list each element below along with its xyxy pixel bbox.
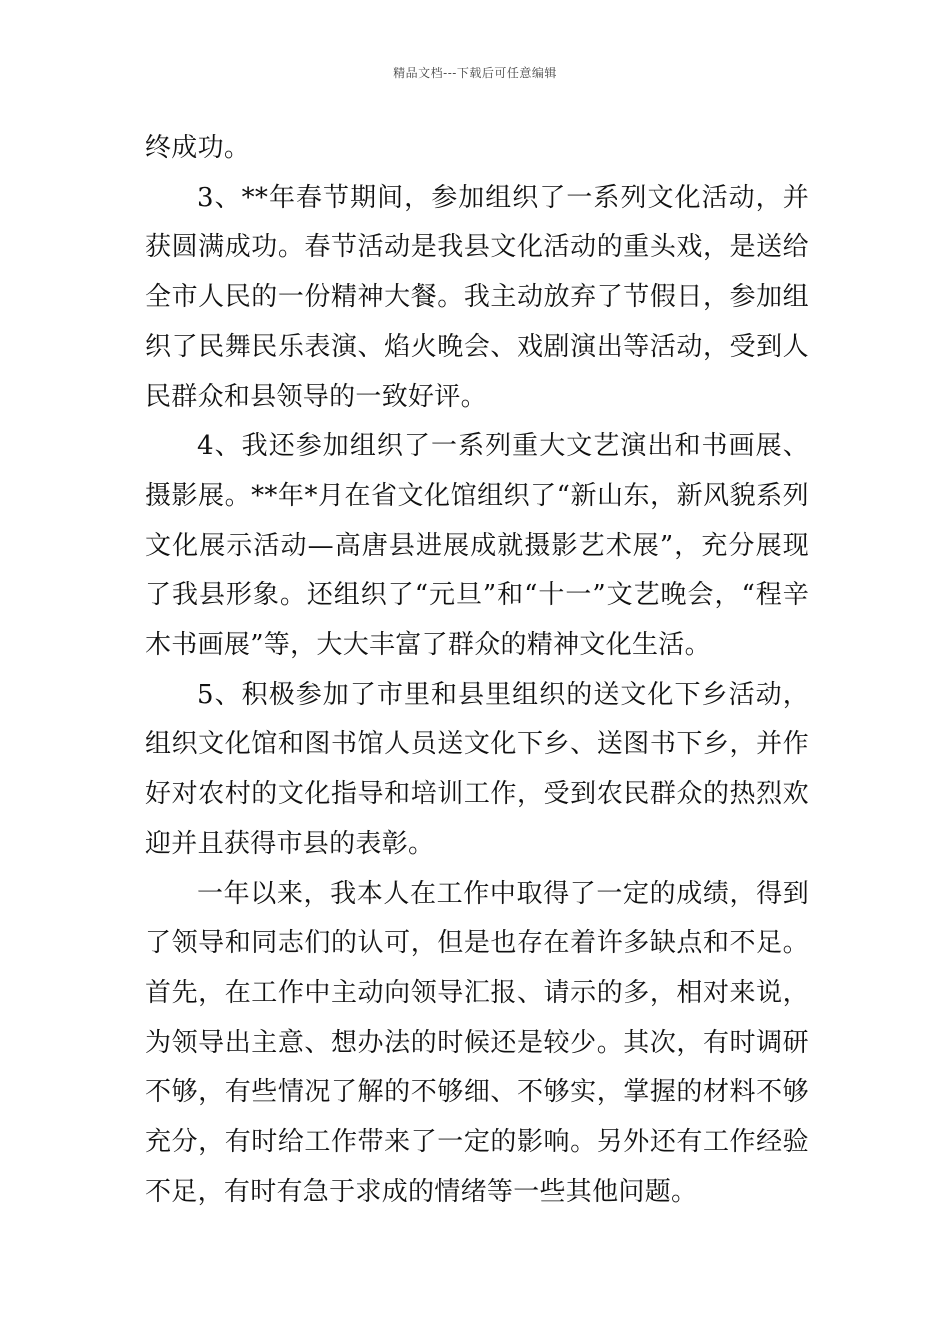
document-body xyxy=(145,124,809,1217)
paragraph-item-3: 3、**年春节期间，参加组织了一系列文化活动，并获圆满成功。春节活动是我县文化活动的重头戏，是送给全市人民的一份精神大餐。我主动放弃了节假日，参加组织了民舞民乐表演、焰火晚会、戏剧演出等活动，受到人民群众和县领导的一致好评。 xyxy=(145,182,809,412)
page-header: 精品文档---下载后可任意编辑 xyxy=(393,66,557,80)
paragraph-item-5: 5、积极参加了市里和县里组织的送文化下乡活动，组织文化馆和图书馆人员送文化下乡、送图书下乡，并作好对农村的文化指导和培训工作，受到农民群众的热烈欢迎并且获得市县的表彰。 xyxy=(145,679,809,859)
paragraph-summary: 一年以来，我本人在工作中取得了一定的成绩，得到了领导和同志们的认可，但是也存在着许多缺点和不足。首先，在工作中主动向领导汇报、请示的多，相对来说，为领导出主意、想办法的时候还是较少。其次，有时调研不够，有些情况了解的不够细、不够实，掌握的材料不够充分，有时给工作带来了一定的影响。另外还有工作经验不足，有时有急于求成的情绪等一些其他问题。 xyxy=(145,878,809,1207)
paragraph-continuation: 终成功。 xyxy=(145,133,251,163)
paragraph-item-4: 4、我还参加组织了一系列重大文艺演出和书画展、摄影展。**年*月在省文化馆组织了“新山东，新风貌系列文化展示活动—高唐县进展成就摄影艺术展”，充分展现了我县形象。还组织了“元旦”和“十一”文艺晚会，“程辛木书画展”等，大大丰富了群众的精神文化生活。 xyxy=(145,431,809,661)
